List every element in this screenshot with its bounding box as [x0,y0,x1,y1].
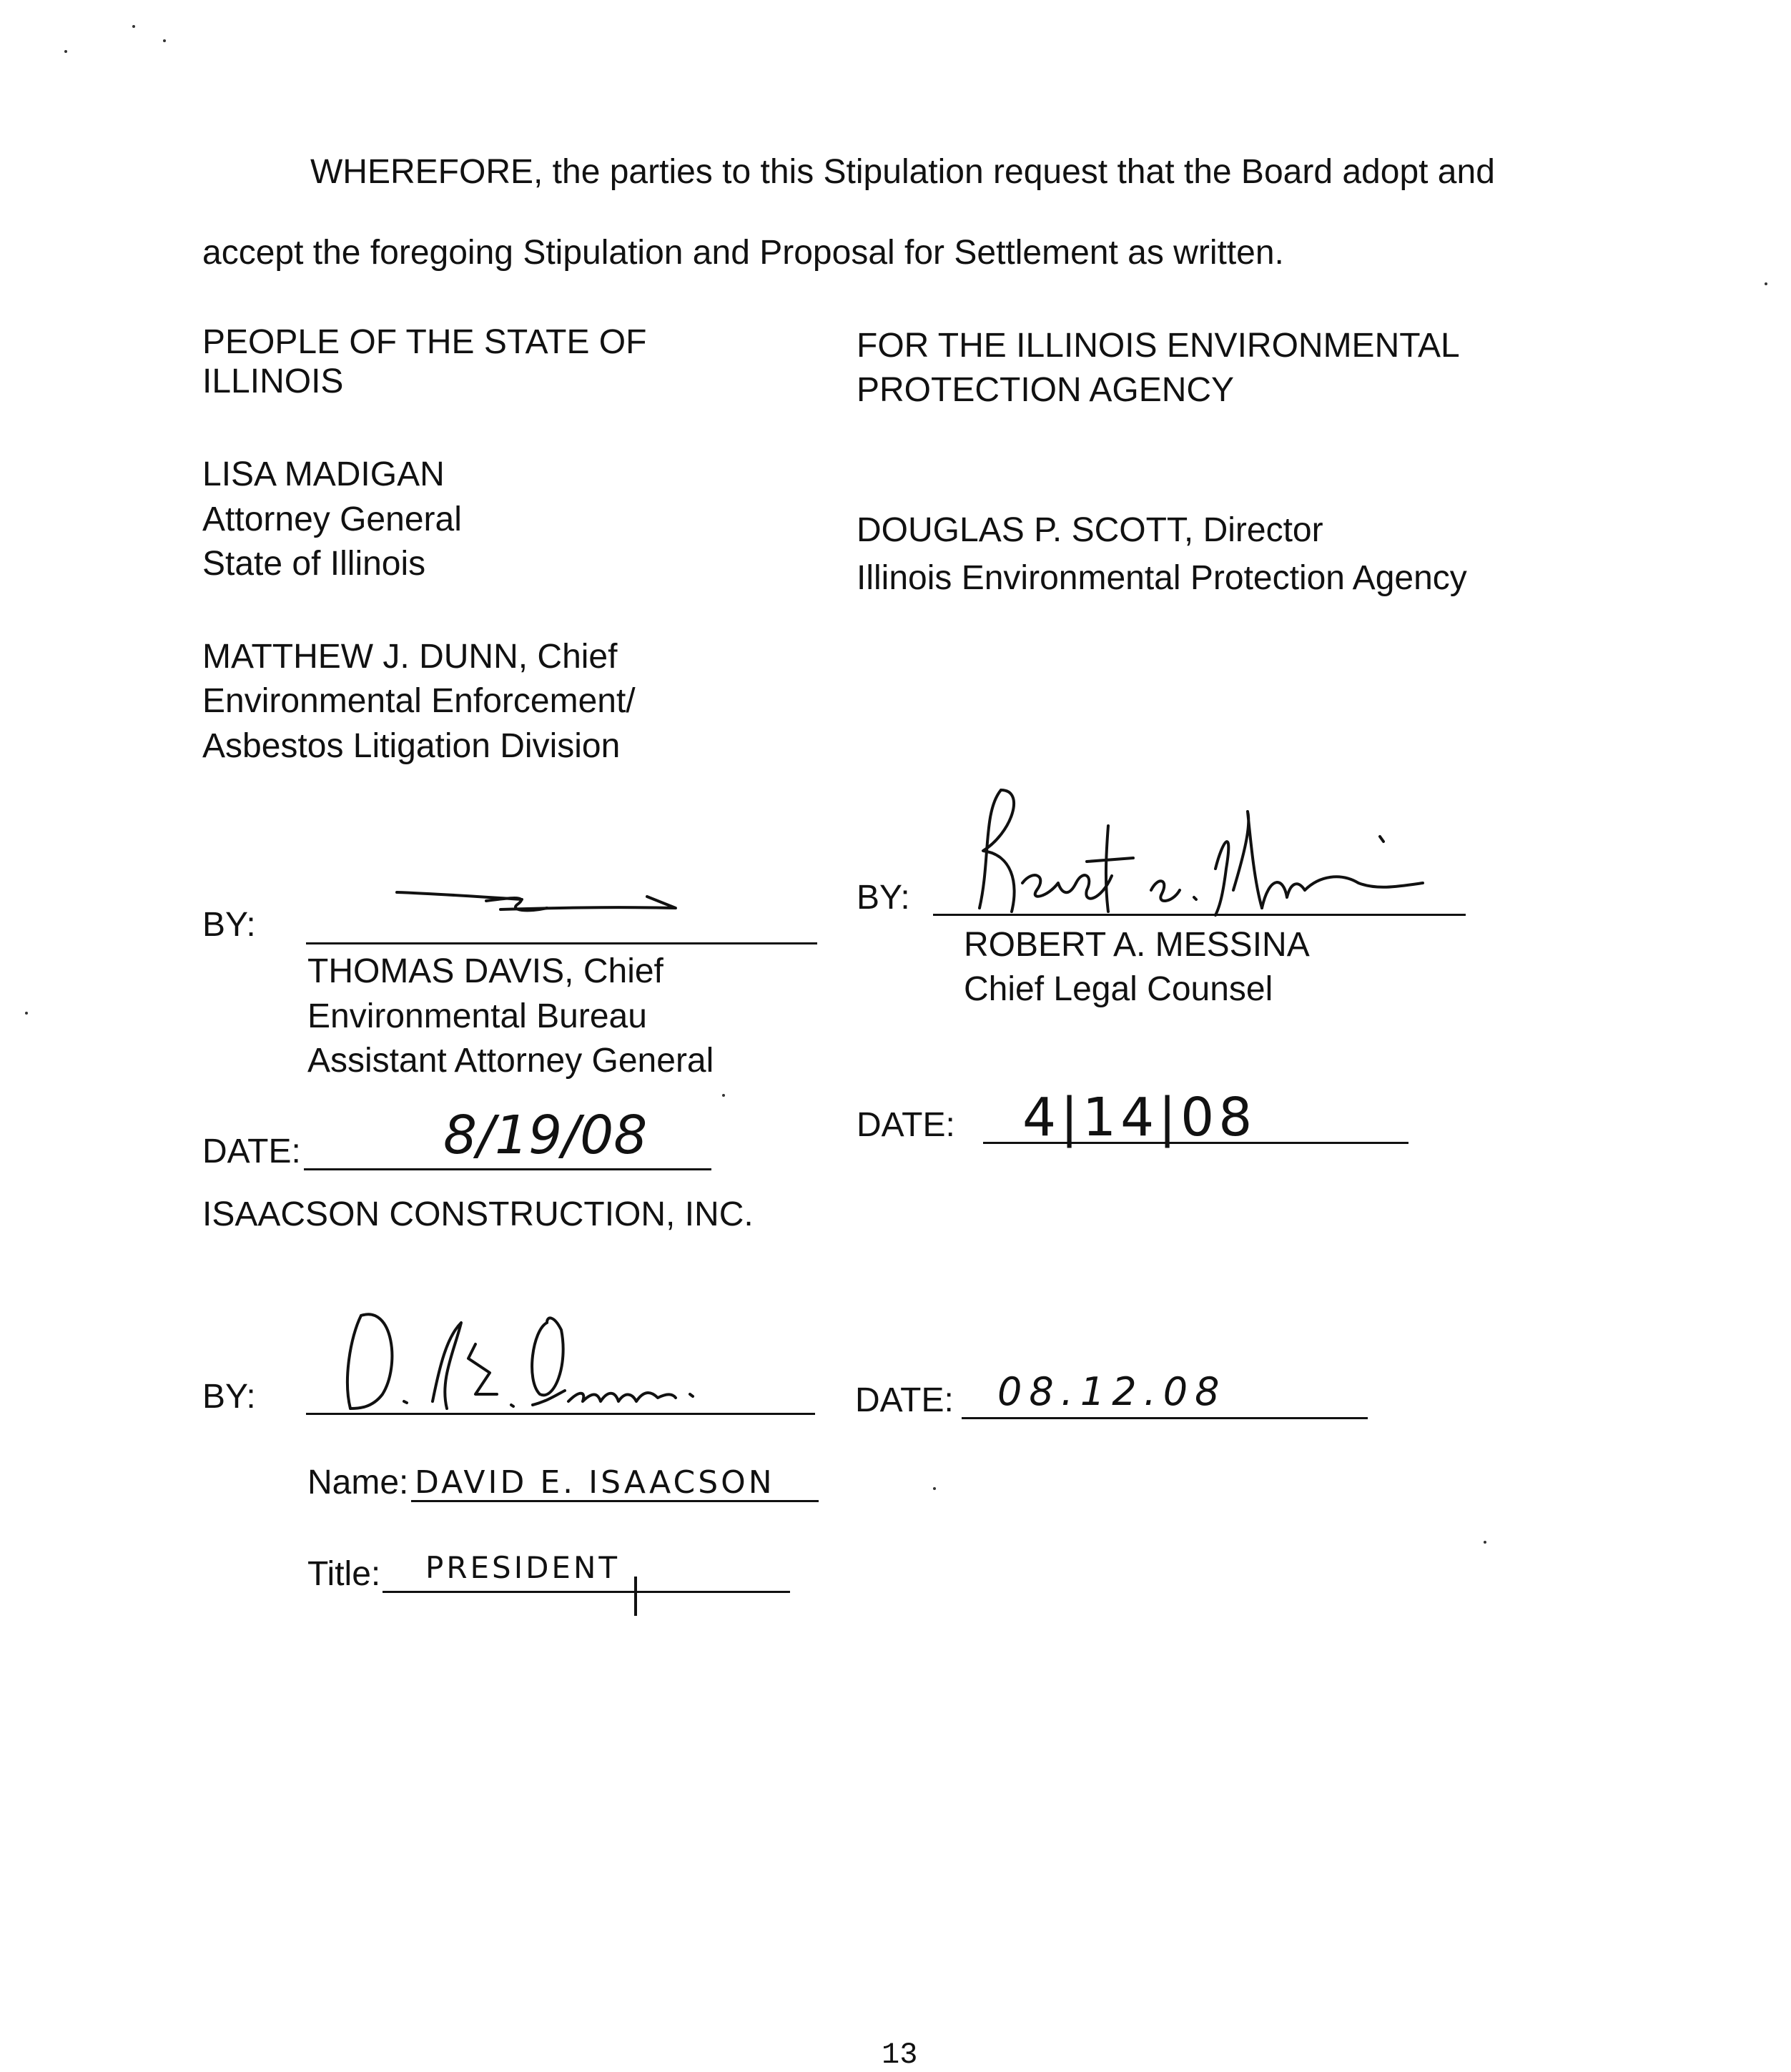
scan-speck [25,1012,28,1015]
company-date-handwritten: 08.12.08 [997,1369,1227,1414]
company-by-label: BY: [202,1378,256,1416]
left-date-line [304,1168,711,1170]
scan-speck [1484,1541,1486,1544]
ag-name: LISA MADIGAN [202,455,445,493]
title-tail-stroke [634,1577,637,1616]
left-signer-line-2: Environmental Bureau [307,997,647,1035]
scan-speck [163,39,166,42]
left-signer-line-3: Assistant Attorney General [307,1042,714,1080]
right-party-line-2: PROTECTION AGENCY [857,371,1235,409]
ag-state: State of Illinois [202,545,426,583]
left-party-line-2: ILLINOIS [202,362,344,400]
right-signer-name: ROBERT A. MESSINA [964,926,1310,964]
right-date-label: DATE: [857,1106,955,1144]
left-signature-line [306,942,817,944]
right-party-line-1: FOR THE ILLINOIS ENVIRONMENTAL [857,327,1460,365]
scan-speck [132,25,135,28]
company-signer-title-handwritten: PRESIDENT [425,1550,621,1585]
right-signer-title: Chief Legal Counsel [964,970,1273,1008]
intro-line-2: accept the foregoing Stipulation and Proposal for Settlement as written. [202,234,1284,272]
company-date-line [962,1417,1368,1419]
robert-messina-signature [969,783,1434,926]
director-agency: Illinois Environmental Protection Agency [857,559,1467,597]
company-date-label: DATE: [855,1381,954,1419]
company-name-label: Name: [307,1464,409,1501]
left-signer-name: THOMAS DAVIS, Chief [307,952,663,990]
company-name: ISAACSON CONSTRUCTION, INC. [202,1195,754,1233]
left-by-label: BY: [202,906,256,944]
left-party-line-1: PEOPLE OF THE STATE OF [202,323,647,361]
right-by-label: BY: [857,879,910,917]
intro-line-1: WHEREFORE, the parties to this Stipulation request that the Board adopt and [310,153,1495,191]
ag-title: Attorney General [202,500,462,538]
chief-division-2: Asbestos Litigation Division [202,727,621,765]
chief-name: MATTHEW J. DUNN, Chief [202,638,618,676]
page-number: 13 [882,2038,918,2072]
scan-speck [64,50,67,53]
thomas-davis-signature [393,879,694,929]
left-date-handwritten: 8/19/08 [443,1105,648,1166]
director-name: DOUGLAS P. SCOTT, Director [857,511,1323,549]
company-title-line [383,1591,790,1593]
company-signer-name-handwritten: DAVID E. ISAACSON [415,1464,775,1501]
company-title-label: Title: [307,1555,381,1593]
scan-speck [933,1487,936,1490]
left-date-label: DATE: [202,1133,301,1170]
scan-speck [722,1094,725,1097]
scan-speck [1765,282,1767,285]
chief-division-1: Environmental Enforcement/ [202,682,636,720]
david-isaacson-signature [332,1301,719,1416]
right-date-handwritten: 4|14|08 [1022,1087,1257,1148]
